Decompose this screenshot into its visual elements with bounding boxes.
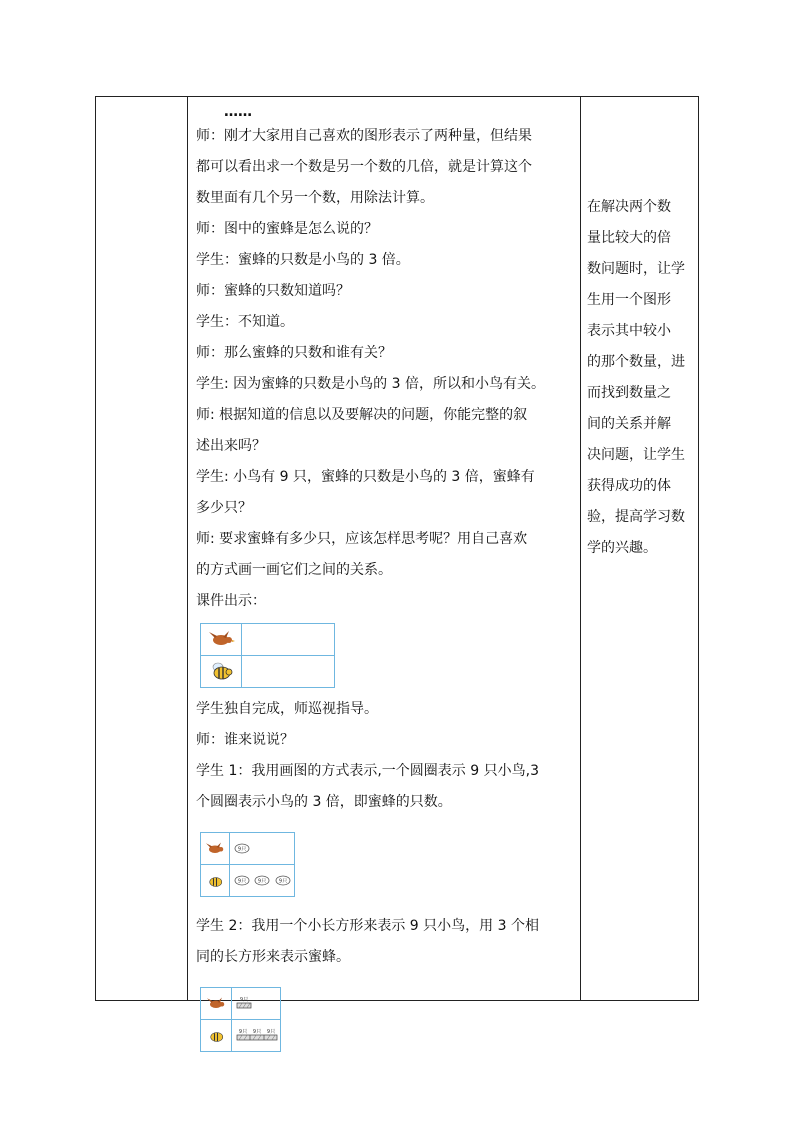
text-line: 述出来吗？	[196, 438, 266, 454]
note-line: 学的兴趣。	[587, 540, 657, 556]
text-line: 学生: 小鸟有 9 只，蜜蜂的只数是小鸟的 3 倍，蜜蜂有	[196, 469, 535, 485]
circle-label: 9只	[278, 878, 287, 884]
text-line: 多少只？	[196, 500, 252, 516]
ellipsis: ……	[224, 104, 252, 120]
note-line: 数问题时，让学	[587, 261, 685, 277]
design-intent-column	[587, 192, 695, 564]
bee-icon	[205, 873, 225, 888]
circle-shape	[254, 875, 270, 886]
text-line: 师：刚才大家用自己喜欢的图形表示了两种量，但结果	[196, 128, 532, 144]
bee-icon	[208, 661, 234, 681]
circle-shape	[275, 875, 291, 886]
column-divider-left	[187, 97, 188, 1000]
text-line: 学生：不知道。	[196, 314, 294, 330]
text-line: 个圆圈表示小鸟的 3 倍，即蜜蜂的只数。	[196, 794, 452, 810]
note-line: 而找到数量之	[587, 385, 671, 401]
bee-cell	[201, 656, 242, 688]
bird-icon	[207, 629, 235, 649]
bird-circle-row	[230, 833, 295, 865]
text-line: 学生: 因为蜜蜂的只数是小鸟的 3 倍，所以和小鸟有关。	[196, 376, 545, 392]
note-line: 获得成功的体	[587, 478, 671, 494]
circle-shape	[234, 843, 250, 854]
text-line: 师: 要求蜜蜂有多少只，应该怎样思考呢？用自己喜欢	[196, 531, 528, 547]
bee-icon	[206, 1028, 226, 1043]
note-line: 的那个数量，进	[587, 354, 685, 370]
teaching-process-column	[196, 103, 576, 1058]
text-line: 师：图中的蜜蜂是怎么说的？	[196, 221, 378, 237]
courseware-figure-blank	[200, 623, 335, 688]
bird-cell	[201, 624, 242, 656]
bird-cell	[201, 833, 230, 865]
text-line: 同的长方形来表示蜜蜂。	[196, 949, 350, 965]
circle-shape	[234, 875, 250, 886]
note-line: 决问题，让学生	[587, 447, 685, 463]
bird-blank	[242, 624, 335, 656]
circle-label: 9只	[237, 846, 247, 852]
bird-cell	[201, 988, 232, 1020]
rect-label: 9只	[238, 1029, 248, 1035]
text-line: 师: 根据知道的信息以及要解决的问题，你能完整的叙	[196, 407, 528, 423]
text-line: 学生 2：我用一个小长方形来表示 9 只小鸟，用 3 个相	[196, 918, 539, 934]
note-line: 表示其中较小	[587, 323, 671, 339]
student1-circle-figure	[200, 832, 295, 897]
text-line: 学生 1：我用画图的方式表示,一个圆圈表示 9 只小鸟,3	[196, 763, 539, 779]
rect-label: 9只	[266, 1029, 276, 1035]
bird-icon	[205, 996, 227, 1011]
text-line: 学生独自完成，师巡视指导。	[196, 701, 378, 717]
text-line: 师：谁来说说？	[196, 732, 294, 748]
text-line: 学生：蜜蜂的只数是小鸟的 3 倍。	[196, 252, 410, 268]
note-line: 在解决两个数	[587, 199, 671, 215]
note-line: 量比较大的倍	[587, 230, 671, 246]
bird-rect-row	[232, 988, 281, 1020]
text-line: 师：那么蜜蜂的只数和谁有关？	[196, 345, 392, 361]
bee-rect-row	[232, 1020, 281, 1052]
text-line: 师：蜜蜂的只数知道吗？	[196, 283, 350, 299]
text-line: 都可以看出求一个数是另一个数的几倍，就是计算这个	[196, 159, 532, 175]
note-line: 间的关系并解	[587, 416, 671, 432]
circle-label: 9只	[237, 878, 247, 884]
bee-circle-row	[230, 865, 295, 897]
note-line: 生用一个图形	[587, 292, 671, 308]
text-line: 课件出示：	[196, 593, 266, 609]
student2-rectangle-figure	[200, 987, 281, 1052]
rectangle-group	[236, 1028, 278, 1042]
note-line: 验，提高学习数	[587, 509, 685, 525]
bee-cell	[201, 1020, 232, 1052]
lesson-table	[95, 96, 699, 1035]
column-divider-right	[580, 97, 581, 1000]
bird-icon	[204, 841, 226, 856]
circle-label: 9只	[258, 878, 267, 884]
text-line: 数里面有几个另一个数，用除法计算。	[196, 190, 434, 206]
bee-blank	[242, 656, 335, 688]
text-line: 的方式画一画它们之间的关系。	[196, 562, 392, 578]
bee-cell	[201, 865, 230, 897]
rect-label: 9只	[239, 997, 249, 1003]
rectangle-shape	[236, 996, 252, 1010]
rect-label: 9只	[252, 1029, 262, 1035]
